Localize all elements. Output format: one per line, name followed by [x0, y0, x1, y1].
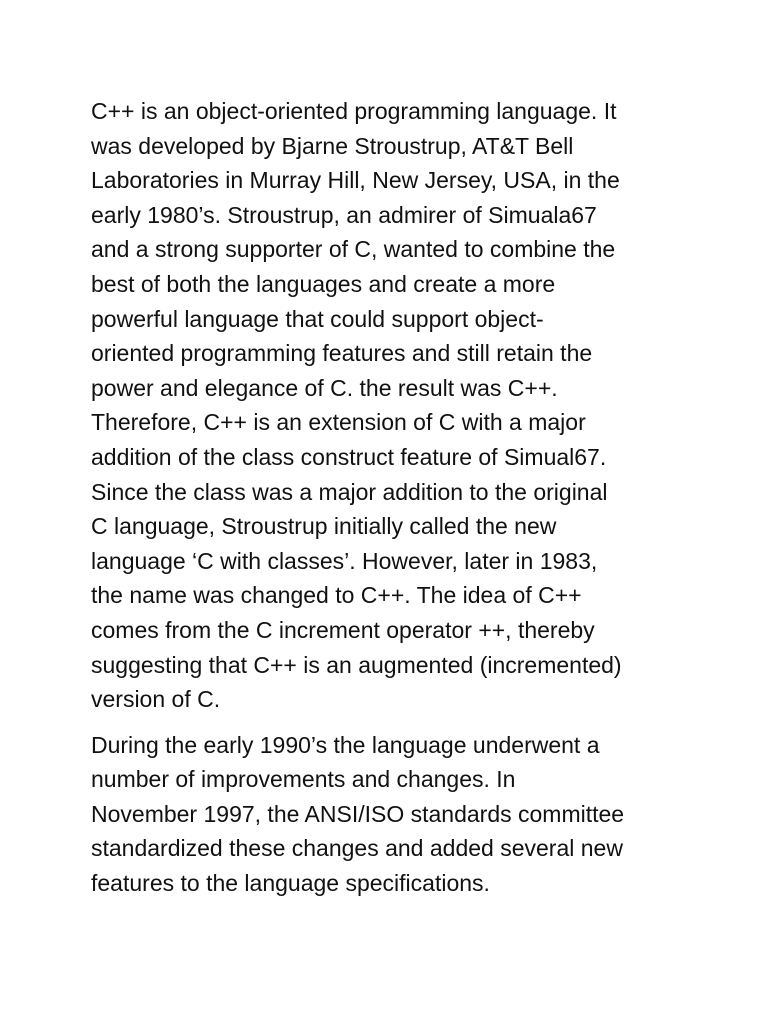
text-line: the name was changed to C++. The idea of C++ — [91, 582, 582, 609]
body-text — [91, 94, 691, 901]
text-line: addition of the class construct feature of Simual67. — [91, 443, 607, 470]
text-line: features to the language specifications. — [91, 870, 490, 897]
text-line: standardized these changes and added several new — [91, 835, 623, 862]
text-line: power and elegance of C. the result was C++. — [91, 374, 558, 401]
text-line: During the early 1990’s the language underwent a — [91, 731, 600, 758]
text-line: suggesting that C++ is an augmented (incremented) — [91, 651, 622, 678]
paragraph-2 — [91, 728, 691, 901]
text-line: Therefore, C++ is an extension of C with a major — [91, 409, 586, 436]
text-line: was developed by Bjarne Stroustrup, AT&T Bell — [91, 132, 574, 159]
text-line: early 1980’s. Stroustrup, an admirer of Simuala67 — [91, 201, 597, 228]
text-line: version of C. — [91, 686, 221, 713]
text-line: oriented programming features and still retain the — [91, 340, 593, 367]
text-line: best of both the languages and create a more — [91, 270, 556, 297]
text-line: November 1997, the ANSI/ISO standards committee — [91, 800, 625, 827]
text-line: comes from the C increment operator ++, thereby — [91, 616, 595, 643]
text-line: language ‘C with classes’. However, later in 1983, — [91, 547, 598, 574]
paragraph-1 — [91, 94, 691, 717]
text-line: Laboratories in Murray Hill, New Jersey, USA, in the — [91, 167, 620, 194]
text-line: and a strong supporter of C, wanted to combine the — [91, 236, 616, 263]
text-line: C++ is an object-oriented programming language. It — [91, 98, 617, 124]
text-line: C language, Stroustrup initially called the new — [91, 513, 557, 540]
text-line: Since the class was a major addition to the original — [91, 478, 608, 505]
text-line: powerful language that could support object- — [91, 305, 544, 332]
text-line: number of improvements and changes. In — [91, 766, 516, 793]
